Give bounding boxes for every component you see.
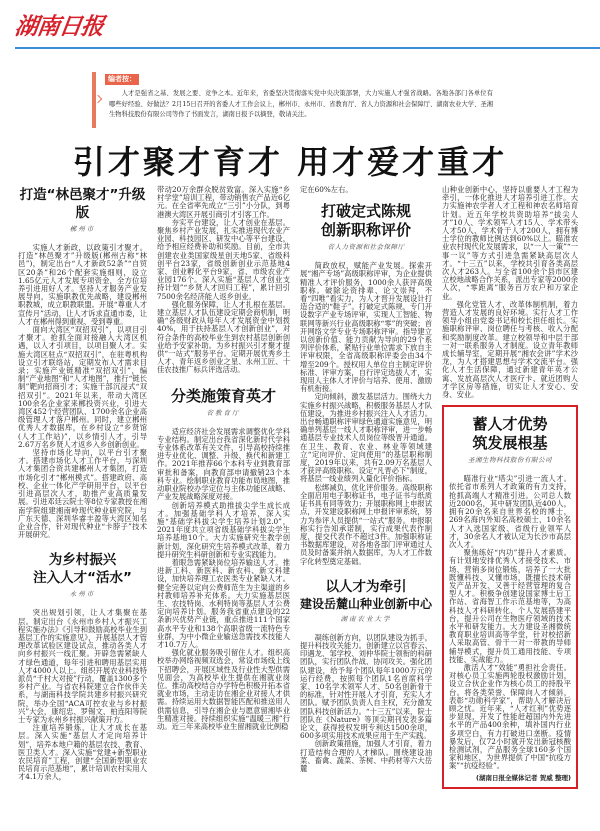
article-byline: 湖南农业大学: [340, 614, 392, 623]
paragraph-continued: 定在60%左右。: [300, 185, 353, 194]
paragraph: 实施人才新政，以政策引才聚才。打造“林邑聚才”升级版(郴州古称“林邑”)，制定出台“人才新政52条”“自贸区20条”和26个配套实施细则，设立1.65亿元人才发展专项资金，全方位培养引进用好人才。坚持人才服务产业发展导向，实施职教优先战略，建设郴州职教城，成立职教联盟。开展“尊重人才宣传月”活动，让人才诉求直通市委，让人才在郴州得到重视、受到尊重。: [18, 243, 147, 326]
paragraph: 聚焦练好“内功”提升人才素质。有计划地安排优秀人才接受技术、市场、营销多岗位锻炼，培养了一大批既懂科技、又懂市场，既擅长技术研发产品开发、又善于经营管理的复合型人才。积极争创建设国家博士后工作站、省海智工作示范基地等，为高科技人才科研转化、个人发展搭建平台，提升公司在生物医疗领域的技术水平和研发能力。大力建设圣湘微统教育职业培训高等学堂，针对校招新人采取高管、骨干一对一带教的导师辅导模式，提升员工通用技能、专项技能、实战能力。: [449, 548, 571, 664]
paragraph: 适应经济社会发展需求调整优化学科专业结构。制定出台我省深化新时代学科专业体系改革有关文件，引导高校持续推进专业优化、调整、升级、换代和新建工作。2021年推荐66个本科专业到教育部审批和备案，向教育部申请撤销23个本科专业。绘制职业教育功能布局地图，推动职业院校办学定位与主体功能区战略、产业发展战略深度对接。: [157, 426, 290, 502]
article-title-line-2: 注入人才“活水”: [33, 570, 132, 587]
article-hunan-agri-univ: [300, 578, 432, 773]
article-title-line-2: 筑发展根基: [472, 434, 548, 453]
article-title-line-2: 创新职称评价: [320, 221, 411, 240]
column-2: [157, 186, 290, 731]
note-bracket: [92, 72, 96, 128]
article-byline: 圣湘生物科技股份有限公司: [468, 456, 552, 465]
editor-note-text: 人才是强省之基、发展之要、竞争之本。近年来，省委坚决贯彻落实党中央决策部署，大力实施人才强省战略。各地各部门各单位有哪些好经验、好做法？2月15日召开的省委人才工作会议上，郴州市、永州市、省教育厅、省人力资源和社会保障厅、湖南农业大学、圣湘生物科技股份有限公司等作了书面发言，湖南日报予以摘登，敬请关注。: [109, 90, 493, 118]
article-yongzhou: [18, 551, 147, 781]
paragraph-continued: 山种业创新中心，坚持以重要人才工程为牵引，一体化推进人才培养引进工作。大力实施神农学者人才工程和神农名师培育计划。近五年学校共资助培养“拔尖人才”10人、学术领军人才15人、学术带头人才50人、学术骨干人才200人，拥有博士学位的教师比例达到60%以上。瞄准农业农村现代化发展需求，以“一人一策”“一事一议”等方式引进急需紧缺高层次人才。“十三五”以来，学校共引育各类高层次人才263人。与全省100余个县市区建立校地战略合作关系，派出专家等2000余人次，“零距离”服务百万农户和万家企业。: [442, 185, 578, 301]
paragraph: 着眼急需紧缺岗位培养输送人才。推进新工科、新医科、新农科、新文科建设，加快培养理工农医类专业紧缺人才。健全完善以定向公费师范生为主渠道的乡村教师培养补充体系。大力实施基层医生、农技特岗、水利特岗等基层人才公费定向培养计划。服务我省重点建设的22条新兴优势产业链，重点推进111个国家高水平专业和138个高职省级一流特色专业群，为中小微企业输送急需技术技能人才10.7万人。: [157, 557, 290, 649]
article-sansure-box: [442, 405, 578, 788]
article-title-line-1: 打破定式陈规: [320, 202, 411, 221]
article-education-dept: [157, 387, 290, 732]
article-byline: 永州市: [69, 590, 96, 599]
paragraph: 简政放权，赋能产业发展。探索开展“湘产专场”高级职称评审，为企业提供精准人才评价服务，1000余人获评高级职称。破除论资排辈、论文崇拜，不看“四唯”看实力，为人才晋升发展设计打造合适的“鞋子”。打破定式陈规，专门开设数字产业专场评审，实现人工智能、物联网等新兴行业高级职称“零”的突破；首开网络文学专业专场职称评审。指导建立以创新价值、能力贡献为导向的29个系列评价体系，紧贴行业单位需求下放自主评审权限，全省高级职称评委会由34个增至209个。授权用人单位自主制定评价标准、评审方案，自行评定选拔人才，实现用人主体人才评价与培养、使用、激励有机衔接。: [300, 261, 432, 394]
paragraph: 注重培养锻炼，让人才成长在基层。深入实施“基层人才定向培养计划”，培养本地户籍的基层农技、教育、医卫类人才。深入实施“党建+新型职业农民培育”工程，创建“全国新型职业农民培育示范基地”，累计培训农村实用人才4.1万余人，: [18, 723, 147, 782]
reporter-credit: (湖南日报全媒体记者 贺威 整理): [476, 773, 571, 782]
paragraph: 激活人才“效能”勇担社会责任。对核心员工实施两轮股权激励计划，设立合伙企业作为核心员工的持股平台。将各类荣誉、保障向人才倾斜，表彰“功勋科学家”，帮助人才解决后顾之忧。近年来，“人才红利”优势逐步显现，开发了性能赶超国内外先进水平的产品400余种，填补国内行业多项空白，有力打破进口垄断。疫情暴发后，仅72小时就开发出新冠核酸检测试剂，产品服务全球160多个国家和地区，为世界提供了中国“抗疫方案”“抗疫经验”。: [449, 662, 571, 771]
article-title-line-1: 以人才为牵引: [325, 578, 407, 595]
paragraph: 强化就业服务吸引留住人才。组织高校举办网络视频双选会，常设市场线上线下招聘会，开展区域性及行业性大型供需见面会，为高校毕业生提供在湘就业岗位。推动高校结合办学特色积极开拓本省就业市场，主动走访在湘企业对接人才供需。持续运用大数据智能匹配和推送用人供需信息，引导在湘企业与愿意留湘毕业生精准对接。持续组织实施“温暖三湘”行动。近三年来高校毕业生留湘就业比例稳: [157, 648, 290, 731]
article-hrss-dept: [300, 202, 432, 566]
column-1: [18, 186, 147, 782]
paragraph: 突出规划引领，让人才集聚在基层。制定出台《永州市乡村人才振兴工程实施办法》《引导和鼓励高校毕业生到基层工作的实施意见》，开展基层人才管理改革试验区建设试点，推动各类人才向乡村振兴一线汇聚。开辟急需紧缺人才绿色通道，每年引进和聘用基层实用人才4000人以上。组织开展农业科技特派员“千村大对接”行动，覆盖1300多个乡村产业。与省农科院建立合作伙伴关系，与湖南科技学院共建乡村振兴研究院，举办全国“ACA可控农业与乡村振兴”大会，康绍忠、罗锡文、柏连阳等院士专家为永州乡村振兴献策开方。: [18, 608, 147, 724]
newspaper-logo: 湖南日报: [13, 13, 105, 40]
column-4: [442, 186, 578, 789]
column-3: [300, 186, 432, 773]
page-headline: 引才聚才育才 用才爱才重才: [72, 143, 508, 181]
header-divider: [15, 47, 600, 49]
article-title-line-2: 建设岳麓山种业创新中心: [300, 596, 433, 611]
article-chenzhou: [18, 186, 147, 539]
paragraph: 强化服务保障，让人才扎根在基层。建立基层人才队伍建设定期会商机制，明确“各级财政从每年人才发展资金中划拨40%，用于扶持基层人才创新创业”，对符合条件的高校毕业生到农村基层创新创业给予安家补助。为乡村振兴引才聚才提供“一站式”服务平台。定期开展优秀乡土人才、青年返乡创业之星、永州工匠、十佳农技推广标兵评选活动。: [157, 299, 290, 375]
article-byline: 省教育厅: [206, 408, 241, 417]
paragraph: 创新培养模式助推拔尖学生成长成才。加强基础学科人才培养，深入实施“基础学科拔尖学生培养计划2.0”，2021年度共立项省级基础学科拔尖学生培养基地10个。大力实施研究生教学创新计划，深化研究生培养模式改革，着力提升研究生科研创新和专业实践能力。: [157, 500, 290, 559]
paragraph: 创新政策措施，加强人才引育，着力打造结构合理的人才梯队。围绕建设油菜、畜禽、蔬菜、茶树、中药材等六大岳麓: [300, 739, 432, 773]
article-byline: 省人力资源和社会保障厅: [327, 243, 405, 252]
paragraph: 定向倾斜，激发基层活力。围绕大力实施乡村振兴战略，积极服务基层人才队伍建设，为推进乡村振兴注入人才活力。出台畅通职称评审绿色通道实施意见，明确单列基层一线人才职称评审，进一步畅通基层专业技术人员岗位等级晋升通道。在卫生、教育、农业、林业等领域建立“定向评价、定向使用”的基层职称制度，2019年以来，共有2.09万名基层人才获评高级职称。设定“凡晋必下”制度，将基层一线业绩列入量化评价指标。: [300, 392, 432, 484]
article-title-line-1: 蓄人才优势: [472, 415, 548, 434]
article-title-line-1: 为乡村振兴: [48, 552, 117, 569]
paragraph: 强化党管人才，改革体制机制，着力营造人才发展的良好环境。实行人才工作领导小组由党委书记和校长担任组长。实施职称评审、岗位聘任与考核、收入分配和奖励制度改革。建立校领导和中层干部一对一联系服务人才制度。设立青年教师成长辅导室，定期开展“湘农会讲”学术沙龙，为人才搭建思想与学术交流平台。强化人才生活保障，通过新建青年英才公寓、发放高层次人才医疗卡、就近团购人才学区房等措施，切实让人才安心、安身、安业。: [442, 299, 578, 400]
paragraph: 面向大湾区“双招双引”，以项目引才聚才。抢抓全面对接融入大湾区机遇，以人才引项目，以项目聚人才。实施大湾区驻点“双招双引”，在驻粤机构设立引才联络站，定期发布人才需求目录；实施产业链精准“双招双引”，编制“产业地图”和“人才地图”，推行“链长制”靶向招商引才；实施干部沉浸式“双招双引”。2021年以来，带动大湾区100余名企业家来郴投资兴业，引进大湾区452个经营团队、1700余名企业高级管理人才落户郴州。同时，建立郴州优秀人才数据库，在乡村设立“乡贤馆(人才工作站)”，以乡情引人才，引导2.67万名乡贤人才返乡入乡创新创业。: [18, 325, 147, 449]
editor-note: [92, 72, 494, 128]
paragraph: 瞄准行业“塔尖”引进一流人才。依托省市系列人才政策的有力支持，抢抓高端人才精准引进。公司总人数近2000名，其中研发团队近400人，拥有20余名来自世界名校的博士，269名海内外知名高校硕士，10余名人才入选国家级、省级行业领军人才，30余名人才被认定为长沙市高层次人才。: [449, 474, 571, 549]
paragraph: 凝练创新方向，以团队建设为抓手，提升科技攻关能力。创新建立以官春云、印遇龙、邹学校、刘仲华院士领衔的科研团队，实行团队作战、协同攻关。强化团队建设，给予每个团队每年1000万元的运行经费，按照每个团队1名首席科学家、10名学术领军人才、50名创新骨干的标准，针对性开展人才引育，充实人才团队。赋予团队负责人自主权，充分激发团队科技创新活力。“十三五”以来，院士团队在《Nature》等顶尖期刊发表多篇论文，获得授权发明专利达1500余项，600多项实用技术成果应用于生产实践。: [300, 632, 432, 741]
paragraph-continued: 带动20万余群众脱贫致富。深入实施“乡村学堂”培训工程，带动销售农产品近6亿元。在全省率先成立“三引”小分队，到粤港澳大湾区开展引商引才引客工作。: [157, 185, 290, 219]
article-title: 分类施策育英才: [170, 386, 276, 405]
article-title: 打造“林邑聚才”升级版: [19, 187, 146, 221]
editor-note-label: 编者按：: [105, 74, 139, 85]
paragraph: 夯实平台建设，让人才创业在基层。聚焦乡村产业发展，扎实推进现代农业产业园、科技园区、研发中心等平台建设，给予相应经费补助和奖励。目前，全市共创建农业类国家级星创天地5家、省级科创平台23家，省级创新创业示范基地4家、创业孵化平台9家，省、市级农业产业园176个。深入实施“基层人才创业支持计划”“乡贤人才回归工程”，累计回引7500余名经济能人返乡创业。: [157, 217, 290, 301]
paragraph: 坚持市场化导向，以平台引才聚才。搭建市场化人才工作平台，与深圳人才集团合资共建郴州人才集团，打造市场化引才“郴州模式”。搭建政府、高校、企业一体化产学研用平台，以平台引进高层次人才，助推产业高质量发展。引进邓廷云院士等8位专家教授在湘南学院组建湘南岭现代种业研究院，与广东天德、深圳华睿丰盈等大湾区知名企业合作，针对现代种业“卡脖子”技术开展研究。: [18, 448, 147, 540]
article-byline: 郴州市: [69, 225, 96, 233]
paragraph: 松绑减负，优化评价服务。高级职称全面启用电子职称证书，电子证书与纸质证书具有同等效力；开展职称网上申报试点，开发建设职称网上申报评审系统，努力为参评人员提供“一站式”服务。申报职称实行告知承诺制，实行成果代表作制度，提交代表作不超过3件。加强职称证书数据库建设，对各地各部门评审通过人员及时备案并纳入数据库，为人才工作数字化转型奠定基础。: [300, 482, 432, 566]
